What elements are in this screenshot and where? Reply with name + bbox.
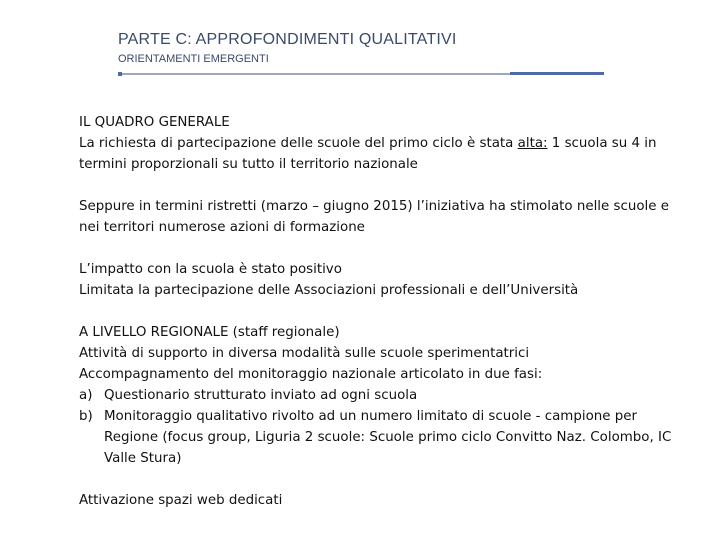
fasi-list bbox=[79, 385, 679, 469]
impatto-line: L’impatto con la scuola è stato positivo bbox=[79, 262, 342, 277]
partecipazione-line: Limitata la partecipazione delle Associazioni professionali e dell’Università bbox=[79, 283, 579, 298]
list-marker: b) bbox=[79, 409, 93, 424]
seppure-paragraph: Seppure in termini ristretti (marzo – giugno 2015) l’iniziativa ha stimolato nelle scuole e nei territori numerose azioni di formazione bbox=[79, 199, 669, 235]
web-line: Attivazione spazi web dedicati bbox=[79, 493, 283, 508]
quadro-text bbox=[79, 133, 679, 175]
regionale-heading: A LIVELLO REGIONALE (staff regionale) bbox=[79, 325, 340, 340]
slide-subtitle: ORIENTAMENTI EMERGENTI bbox=[118, 53, 269, 65]
quadro-text-alta: alta: bbox=[517, 136, 548, 151]
divider-dot bbox=[118, 72, 122, 76]
quadro-text-post: 1 scuola su 4 in termini proporzionali su tutto il territorio nazionale bbox=[79, 136, 657, 172]
list-marker: a) bbox=[79, 388, 93, 403]
list-item bbox=[79, 385, 679, 406]
divider-thick-line bbox=[510, 72, 604, 75]
list-item bbox=[79, 406, 679, 469]
list-item-text: Monitoraggio qualitativo rivolto ad un numero limitato di scuole - campione per Regione (focus group, Liguria 2 scuole: Scuole primo ciclo Convitto Naz. Colombo, IC Valle Stura) bbox=[104, 409, 672, 466]
header-divider bbox=[118, 72, 604, 76]
quadro-heading: IL QUADRO GENERALE bbox=[79, 115, 230, 130]
spacer bbox=[79, 301, 679, 322]
regionale-attivita: Attività di supporto in diversa modalità sulle scuole sperimentatrici bbox=[79, 346, 530, 361]
spacer bbox=[79, 469, 679, 490]
regionale-accompagnamento: Accompagnamento del monitoraggio nazionale articolato in due fasi: bbox=[79, 367, 543, 382]
divider-thin-line bbox=[118, 73, 510, 75]
slide-title: PARTE C: APPROFONDIMENTI QUALITATIVI bbox=[118, 31, 457, 48]
spacer bbox=[79, 175, 679, 196]
slide-body bbox=[79, 112, 679, 511]
list-item-text: Questionario strutturato inviato ad ogni scuola bbox=[104, 388, 418, 403]
spacer bbox=[79, 238, 679, 259]
quadro-text-pre: La richiesta di partecipazione delle scuole del primo ciclo è stata bbox=[79, 136, 518, 151]
slide-header bbox=[118, 30, 608, 66]
